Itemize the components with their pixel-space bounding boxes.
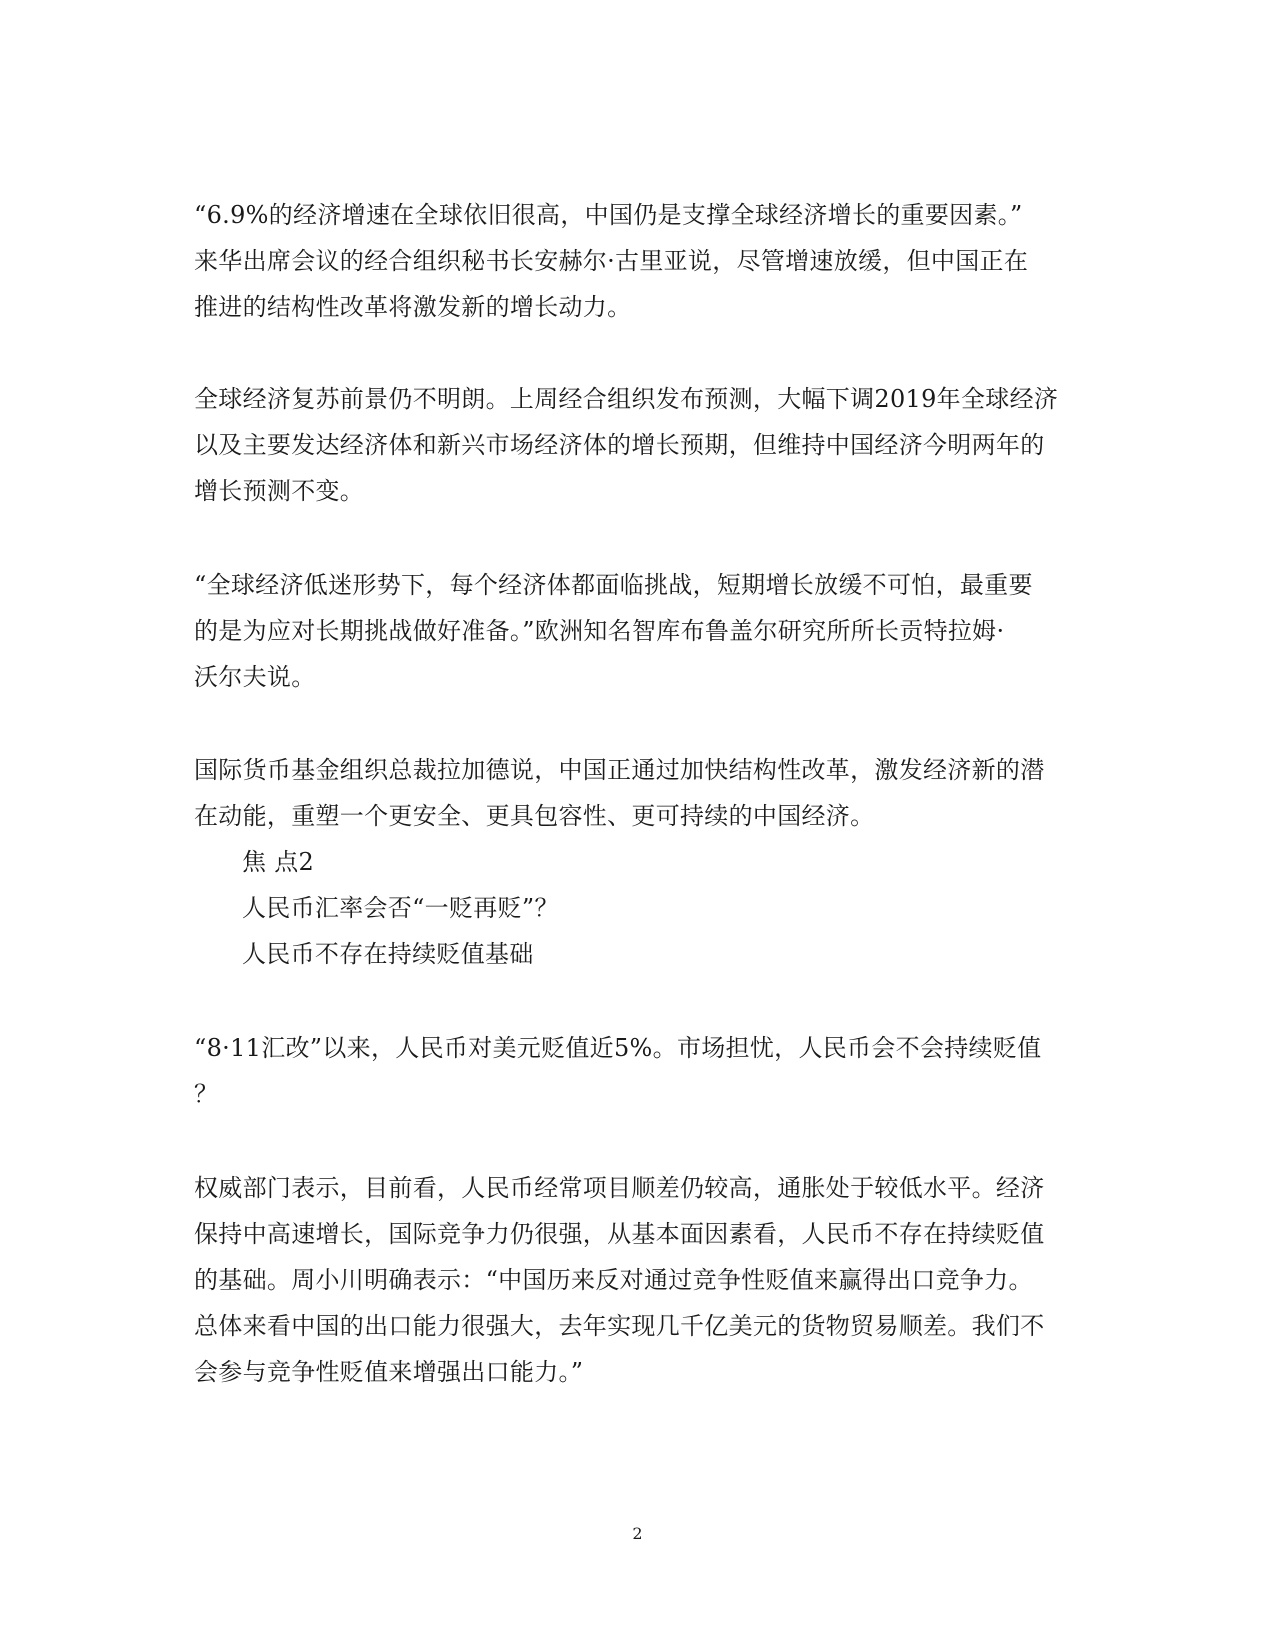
focus-label: 焦 点2 [242, 848, 315, 876]
paragraph-2-line-2: 以及主要发达经济体和新兴市场经济体的增长预期，但维持中国经济今明两年的 [194, 431, 1045, 459]
paragraph-5-line-1: “8·11汇改”以来，人民币对美元贬值近5%。市场担忧，人民币会不会持续贬值 [194, 1034, 1042, 1062]
paragraph-6-line-5: 会参与竞争性贬值来增强出口能力。” [194, 1358, 584, 1386]
paragraph-3-line-3: 沃尔夫说。 [194, 663, 316, 691]
paragraph-4-line-2: 在动能，重塑一个更安全、更具包容性、更可持续的中国经济。 [194, 802, 875, 830]
paragraph-3-line-1: “全球经济低迷形势下，每个经济体都面临挑战，短期增长放缓不可怕，最重要 [194, 571, 1033, 599]
paragraph-1-line-1: “6.9%的经济增速在全球依旧很高，中国仍是支撑全球经济增长的重要因素。” [194, 201, 1023, 229]
focus-answer: 人民币不存在持续贬值基础 [242, 940, 534, 968]
paragraph-6-line-4: 总体来看中国的出口能力很强大，去年实现几千亿美元的货物贸易顺差。我们不 [194, 1312, 1045, 1340]
paragraph-6-line-1: 权威部门表示，目前看，人民币经常项目顺差仍较高，通胀处于较低水平。经济 [194, 1174, 1045, 1202]
page-number: 2 [632, 1524, 643, 1543]
paragraph-6-line-3: 的基础。周小川明确表示：“中国历来反对通过竞争性贬值来赢得出口竞争力。 [194, 1266, 1033, 1294]
paragraph-1-line-3: 推进的结构性改革将激发新的增长动力。 [194, 293, 632, 321]
paragraph-2-line-3: 增长预测不变。 [194, 477, 365, 505]
paragraph-2-line-1: 全球经济复苏前景仍不明朗。上周经合组织发布预测，大幅下调2019年全球经济 [194, 385, 1059, 413]
paragraph-5-line-2: ？ [194, 1080, 219, 1108]
paragraph-1-line-2: 来华出席会议的经合组织秘书长安赫尔·古里亚说，尽管增速放缓，但中国正在 [194, 247, 1029, 275]
paragraph-4-line-1: 国际货币基金组织总裁拉加德说，中国正通过加快结构性改革，激发经济新的潜 [194, 756, 1045, 784]
paragraph-3-line-2: 的是为应对长期挑战做好准备。”欧洲知名智库布鲁盖尔研究所所长贡特拉姆· [194, 617, 1005, 645]
focus-question: 人民币汇率会否“一贬再贬”？ [242, 894, 559, 922]
paragraph-6-line-2: 保持中高速增长，国际竞争力仍很强，从基本面因素看，人民币不存在持续贬值 [194, 1220, 1045, 1248]
